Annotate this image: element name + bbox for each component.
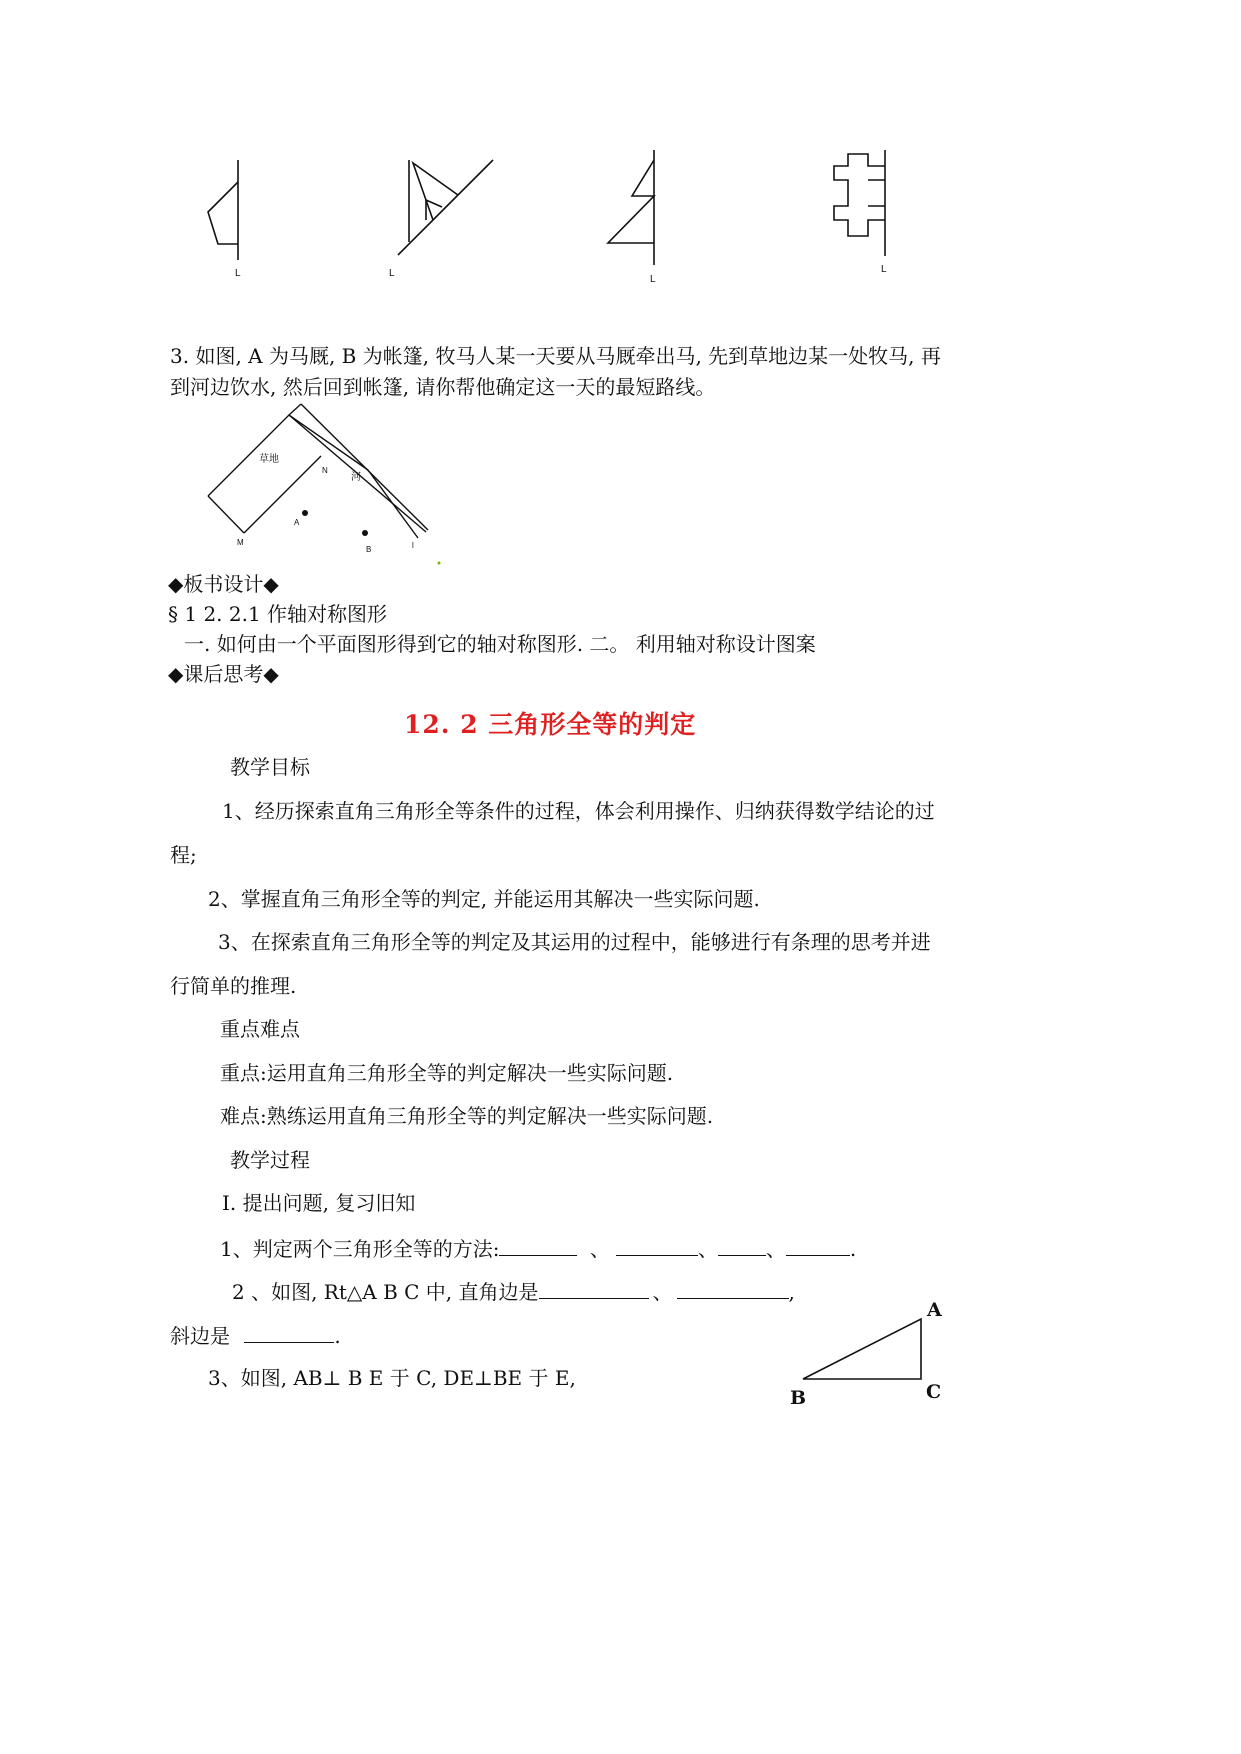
grass-label: 草地 — [259, 454, 279, 465]
question-2-hypotenuse-label: 斜边是 — [170, 1324, 230, 1348]
question-1-blank-3[interactable] — [718, 1237, 766, 1256]
question-2-end: , — [788, 1280, 795, 1304]
problem3-line1: 3. 如图, A 为马厩, B 为帐篷, 牧马人某一天要从马厩牵出马, 先到草地边某一处牧马, 再 — [170, 344, 941, 368]
point-A-label: A — [294, 518, 300, 527]
board-section: § 1 2. 2.1 作轴对称图形 — [168, 602, 388, 626]
figure-3 — [608, 150, 654, 265]
question-1-sep-1: 、 — [589, 1237, 610, 1261]
objective-1-line1: 1、经历探索直角三角形全等条件的过程，体会利用操作、归纳获得数学结论的过 — [222, 799, 935, 823]
objectives-heading: 教学目标 — [230, 755, 310, 779]
figure-1-axis-label: L — [235, 268, 241, 279]
figure-4 — [834, 150, 885, 256]
question-1-blank-1[interactable] — [499, 1237, 577, 1256]
point-M-label: M — [237, 538, 244, 547]
question-2-sep: 、 — [652, 1280, 673, 1304]
pasture-river-map — [0, 400, 1241, 580]
section-1-heading: Ⅰ. 提出问题, 复习旧知 — [222, 1191, 416, 1215]
question-1-blank-2[interactable] — [616, 1237, 698, 1256]
figure-3-axis-label: L — [650, 274, 656, 285]
right-triangle-abc — [0, 1290, 1241, 1420]
objective-3-line1: 3、在探索直角三角形全等的判定及其运用的过程中，能够进行有条理的思考并进 — [218, 930, 931, 954]
key-point: 重点:运用直角三角形全等的判定解决一些实际问题. — [220, 1061, 674, 1085]
process-heading: 教学过程 — [230, 1148, 310, 1172]
board-heading: ◆板书设计◆ — [168, 572, 279, 596]
line-l-label: l — [412, 541, 414, 550]
question-1 — [220, 1237, 856, 1259]
after-class-heading: ◆课后思考◆ — [168, 662, 279, 686]
question-2-prefix: 2 、如图, Rt△A B C 中, 直角边是 — [232, 1280, 539, 1304]
point-A-dot — [302, 510, 308, 516]
figure-2-axis-label: L — [389, 268, 395, 279]
question-1-end: . — [849, 1237, 857, 1261]
triangle-vertex-A: A — [927, 1299, 942, 1321]
board-items: 一. 如何由一个平面图形得到它的轴对称图形. 二。 利用轴对称设计图案 — [184, 632, 816, 656]
point-B-label: B — [366, 545, 372, 554]
objective-1-line2: 程; — [170, 843, 197, 867]
question-1-prefix: 1、判定两个三角形全等的方法: — [220, 1237, 500, 1261]
objective-2: 2、掌握直角三角形全等的判定, 并能运用其解决一些实际问题. — [208, 887, 760, 911]
question-1-blank-4[interactable] — [786, 1237, 850, 1256]
difficulty-point: 难点:熟练运用直角三角形全等的判定解决一些实际问题. — [220, 1104, 714, 1128]
triangle-vertex-C: C — [926, 1381, 942, 1403]
figure-4-axis-label: L — [881, 264, 887, 275]
figure-1 — [208, 160, 238, 260]
lesson-title: 12. 2 三角形全等的判定 — [404, 710, 697, 739]
figure-2 — [398, 160, 493, 255]
objective-3-line2: 行简单的推理. — [170, 974, 297, 998]
symmetry-figures-row — [0, 0, 1241, 330]
question-1-sep-2: 、 — [697, 1237, 718, 1261]
triangle-vertex-B: B — [790, 1387, 807, 1409]
question-2-end2: . — [334, 1324, 341, 1348]
question-3: 3、如图, AB⊥ B E 于 C, DE⊥BE 于 E, — [208, 1366, 576, 1390]
question-1-sep-3: 、 — [765, 1237, 786, 1261]
point-N-label: N — [322, 466, 328, 475]
green-dot — [438, 562, 441, 565]
key-points-heading: 重点难点 — [220, 1017, 300, 1041]
point-B-dot — [362, 530, 368, 536]
problem3-line2: 到河边饮水, 然后回到帐篷, 请你帮他确定这一天的最短路线。 — [170, 375, 716, 399]
river-label: 河 — [351, 472, 361, 483]
